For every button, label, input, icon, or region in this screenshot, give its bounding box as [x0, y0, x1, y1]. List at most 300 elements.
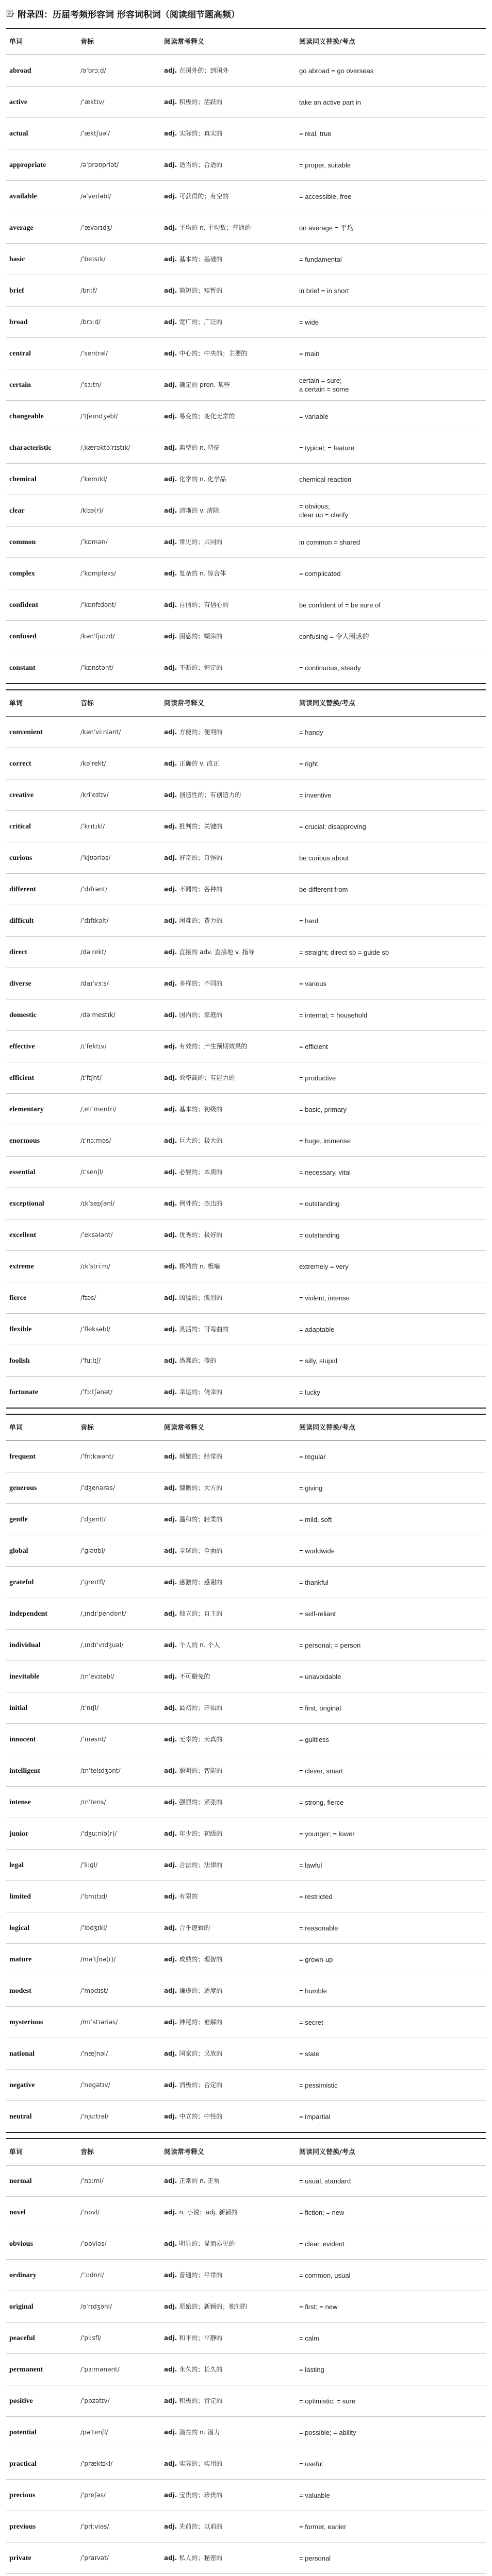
definition: [161, 1672, 296, 1681]
word: positive: [9, 2397, 33, 2405]
collocation: on average = 平均: [299, 224, 354, 232]
word: correct: [9, 759, 31, 768]
word: innocent: [9, 1735, 36, 1743]
word: previous: [9, 2522, 36, 2531]
table-row: [6, 495, 486, 527]
table-row: [6, 717, 486, 748]
phonetic: /ˈæktʃuəl/: [80, 129, 110, 137]
word: exceptional: [9, 1199, 44, 1208]
phonetic: /ˈsentrəl/: [80, 349, 108, 357]
meaning: 愚蠢的；傻的: [179, 1357, 217, 1364]
phonetic: /ˈdɪfɪkəlt/: [80, 917, 109, 924]
part-of-speech: adj.: [164, 1105, 177, 1113]
phonetic: /ˈnɔːml/: [80, 2177, 104, 2184]
meaning: 潜在的 n. 潜力: [179, 2428, 220, 2436]
definition: [161, 2240, 296, 2248]
header-definition: 阅读常考释义: [164, 699, 205, 707]
part-of-speech: adj.: [164, 1955, 177, 1963]
table-row: [6, 181, 486, 212]
document-pen-icon: [6, 9, 14, 18]
definition: [161, 192, 296, 201]
collocation: = basic, primary: [299, 1105, 347, 1113]
word: logical: [9, 1924, 29, 1932]
word: private: [9, 2554, 31, 2562]
word: normal: [9, 2177, 32, 2185]
definition: [161, 538, 296, 547]
phonetic: /ɪˈfɪʃnt/: [80, 1074, 102, 1081]
phonetic: /əˈveɪləbl/: [80, 192, 111, 200]
phonetic: /ˈɡreɪtfl/: [80, 1578, 105, 1586]
table-row: [6, 149, 486, 181]
word: clear: [9, 506, 25, 515]
word: intelligent: [9, 1767, 40, 1775]
meaning: 感激的；感谢的: [179, 1578, 223, 1586]
part-of-speech: adj.: [164, 1452, 177, 1460]
meaning: 独立的；自主的: [179, 1609, 223, 1617]
definition: [161, 2018, 296, 2027]
table-row: [6, 1219, 486, 1251]
meaning: 合法的；法律的: [179, 1861, 223, 1869]
table-row: [6, 527, 486, 558]
definition: [161, 475, 296, 484]
table-row: [6, 1504, 486, 1535]
word: flexible: [9, 1325, 32, 1333]
meaning: 易变的；变化无常的: [179, 412, 235, 420]
collocation: = state: [299, 2049, 320, 2058]
meaning: 频繁的；经常的: [179, 1452, 223, 1460]
table-row: [6, 2448, 486, 2480]
meaning: 凶猛的；激烈的: [179, 1294, 223, 1301]
collocation: certain = sure; a certain = some: [299, 377, 349, 393]
table-row: [6, 937, 486, 968]
meaning: 积极的；活跃的: [179, 98, 223, 106]
table-row: [6, 2165, 486, 2197]
meaning: 效率高的；有能力的: [179, 1074, 235, 1081]
part-of-speech: adj.: [164, 759, 177, 767]
header-collocation: 阅读同义替换/考点: [299, 2148, 355, 2156]
definition: [161, 601, 296, 609]
definition: [161, 2491, 296, 2500]
definition: [161, 1955, 296, 1964]
definition: [161, 98, 296, 107]
definition: [161, 1704, 296, 1713]
word: grateful: [9, 1578, 34, 1586]
table-row: [6, 244, 486, 275]
phonetic: /əˈrɪdʒənl/: [80, 2302, 112, 2310]
phonetic: /ˈkɒmpleks/: [80, 569, 117, 577]
collocation: = proper, suitable: [299, 161, 351, 169]
part-of-speech: adj.: [164, 2554, 177, 2562]
meaning: 方便的；便利的: [179, 728, 223, 736]
collocation: be different from: [299, 885, 348, 893]
phonetic: /ˈpɒzətɪv/: [80, 2397, 110, 2404]
word: available: [9, 192, 37, 200]
part-of-speech: adj.: [164, 98, 177, 106]
phonetic: /ˈkɒnstənt/: [80, 664, 114, 671]
collocation: = clever, smart: [299, 1767, 343, 1775]
part-of-speech: adj.: [164, 506, 177, 514]
definition: [161, 255, 296, 264]
collocation: = outstanding: [299, 1231, 340, 1239]
collocation: = secret: [299, 2018, 323, 2026]
meaning: 温和的；轻柔的: [179, 1515, 223, 1523]
phonetic: /ˌɪndɪˈpendənt/: [80, 1609, 126, 1617]
phonetic: /ˈdʒentl/: [80, 1515, 106, 1523]
header-definition: 阅读常考释义: [164, 1423, 205, 1432]
part-of-speech: adj.: [164, 224, 177, 231]
phonetic: /əˈbrɔːd/: [80, 66, 106, 74]
word: global: [9, 1547, 28, 1555]
table-row: [6, 779, 486, 811]
word: critical: [9, 822, 31, 831]
phonetic: /ɪnˈtelɪdʒənt/: [80, 1767, 121, 1774]
word: foolish: [9, 1357, 30, 1365]
definition: [161, 1294, 296, 1302]
part-of-speech: adj.: [164, 2177, 177, 2184]
word: different: [9, 885, 36, 893]
word: individual: [9, 1641, 41, 1649]
collocation: go abroad = go overseas: [299, 66, 374, 75]
table-header: [6, 690, 486, 717]
collocation: = lawful: [299, 1861, 322, 1869]
phonetic: /ˈɡləʊbl/: [80, 1547, 106, 1554]
collocation: = real, true: [299, 129, 332, 138]
collocation: = wide: [299, 318, 319, 326]
collocation: = obvious; clear up = clarify: [299, 502, 349, 519]
part-of-speech: adj.: [164, 381, 177, 388]
phonetic: /ɪˈfektɪv/: [80, 1042, 107, 1050]
meaning: 确定的 pron. 某些: [179, 381, 231, 388]
definition: [161, 2302, 296, 2311]
part-of-speech: adj.: [164, 1515, 177, 1523]
phonetic: /ɪˈsenʃl/: [80, 1168, 104, 1176]
definition: [161, 885, 296, 894]
part-of-speech: adj.: [164, 1262, 177, 1270]
table-row: [6, 1282, 486, 1314]
definition: [161, 2522, 296, 2531]
vocabulary-table: [6, 689, 486, 1409]
definition: [161, 2112, 296, 2121]
table-row: [6, 2417, 486, 2448]
meaning: 正常的 n. 正常: [179, 2177, 220, 2184]
collocation: = hard: [299, 917, 319, 925]
meaning: 不断的；恒定的: [179, 664, 223, 671]
meaning: 基本的；基础的: [179, 255, 223, 263]
word: permanent: [9, 2365, 43, 2374]
phonetic: /ˈævərɪdʒ/: [80, 224, 112, 231]
word: efficient: [9, 1074, 35, 1082]
part-of-speech: adj.: [164, 1199, 177, 1207]
word: certain: [9, 381, 31, 389]
phonetic: /pəˈtenʃl/: [80, 2428, 108, 2436]
meaning: 极端的 n. 极端: [179, 1262, 220, 1270]
collocation: = straight; direct sb = guide sb: [299, 948, 389, 956]
definition: [161, 1325, 296, 1334]
part-of-speech: adj.: [164, 1861, 177, 1869]
meaning: 有限的: [179, 1892, 198, 1900]
definition: [161, 1231, 296, 1240]
part-of-speech: adj.: [164, 538, 177, 546]
definition: [161, 1515, 296, 1524]
table-row: [6, 2197, 486, 2228]
collocation: = personal; = person: [299, 1641, 361, 1649]
definition: [161, 129, 296, 138]
part-of-speech: adj.: [164, 1231, 177, 1239]
word: confident: [9, 601, 38, 609]
phonetic: /kənˈfjuːzd/: [80, 632, 115, 640]
part-of-speech: adj.: [164, 2302, 177, 2310]
phonetic: /ˈæktɪv/: [80, 98, 105, 106]
meaning: 积极的；肯定的: [179, 2397, 223, 2404]
table-row: [6, 1567, 486, 1598]
phonetic: /kənˈviːniənt/: [80, 728, 121, 736]
collocation: = thankful: [299, 1578, 329, 1586]
part-of-speech: adj.: [164, 1137, 177, 1144]
table-row: [6, 2101, 486, 2132]
collocation: = clear, evident: [299, 2240, 345, 2248]
meaning: 国内的；家庭的: [179, 1011, 223, 1019]
table-row: [6, 1157, 486, 1188]
definition: [161, 854, 296, 862]
phonetic: /ˈsɜːtn/: [80, 381, 102, 388]
phonetic: /ɪkˈstriːm/: [80, 1262, 110, 1270]
table-row: [6, 1944, 486, 1975]
part-of-speech: adj.: [164, 2491, 177, 2499]
part-of-speech: adj.: [164, 1074, 177, 1081]
phonetic: /ˌelɪˈmentri/: [80, 1105, 117, 1113]
part-of-speech: adj.: [164, 1609, 177, 1617]
word: common: [9, 538, 36, 546]
meaning: 年少的；初级的: [179, 1829, 223, 1837]
phonetic: /ˌɪndɪˈvɪdʒuəl/: [80, 1641, 124, 1649]
word: limited: [9, 1892, 31, 1901]
part-of-speech: adj.: [164, 1357, 177, 1364]
meaning: 直接的 adv. 直接地 v. 指导: [179, 948, 255, 956]
table-row: [6, 2038, 486, 2070]
collocation: = internal; = household: [299, 1011, 368, 1019]
meaning: 巨大的；极大的: [179, 1137, 223, 1144]
definition: [161, 948, 296, 957]
word: excellent: [9, 1231, 37, 1239]
table-row: [6, 1661, 486, 1692]
table-row: [6, 401, 486, 432]
table-row: [6, 338, 486, 369]
part-of-speech: adj.: [164, 2112, 177, 2120]
meaning: 复杂的 n. 综合体: [179, 569, 226, 577]
definition: [161, 632, 296, 641]
part-of-speech: adj.: [164, 728, 177, 736]
meaning: 适当的；合适的: [179, 161, 223, 168]
part-of-speech: adj.: [164, 1294, 177, 1301]
definition: [161, 1735, 296, 1744]
meaning: n. 小说；adj. 新颖的: [179, 2208, 238, 2216]
table-row: [6, 2354, 486, 2385]
word: active: [9, 98, 27, 106]
word: generous: [9, 1484, 37, 1492]
meaning: 无辜的；天真的: [179, 1735, 223, 1743]
collocation: in brief = in short: [299, 286, 349, 295]
part-of-speech: adj.: [164, 854, 177, 861]
collocation: = first; = new: [299, 2302, 338, 2311]
table-row: [6, 558, 486, 589]
part-of-speech: adj.: [164, 2428, 177, 2436]
definition: [161, 728, 296, 737]
definition: [161, 1892, 296, 1901]
definition: [161, 381, 296, 389]
word: chemical: [9, 475, 37, 483]
definition: [161, 2334, 296, 2343]
table-row: [6, 1188, 486, 1219]
definition: [161, 2460, 296, 2468]
phonetic: /ˈɪnəsnt/: [80, 1735, 106, 1743]
definition: [161, 569, 296, 578]
collocation: take an active part in: [299, 98, 361, 106]
definition: [161, 1105, 296, 1114]
collocation: = adaptable: [299, 1325, 335, 1333]
word: mature: [9, 1955, 32, 1963]
definition: [161, 1042, 296, 1051]
word: convenient: [9, 728, 43, 736]
table-row: [6, 2007, 486, 2038]
phonetic: /ˈdɪfrənt/: [80, 885, 108, 893]
table-row: [6, 2511, 486, 2543]
collocation: = guiltless: [299, 1735, 330, 1743]
collocation: = mild, soft: [299, 1515, 332, 1523]
word: complex: [9, 569, 35, 578]
meaning: 原始的；新颖的；独创的: [179, 2302, 248, 2310]
part-of-speech: adj.: [164, 255, 177, 263]
definition: [161, 1484, 296, 1493]
table-row: [6, 1818, 486, 1850]
collocation: = former, earlier: [299, 2522, 347, 2531]
part-of-speech: adj.: [164, 318, 177, 326]
phonetic: /kriˈeɪtɪv/: [80, 791, 109, 799]
part-of-speech: adj.: [164, 569, 177, 577]
table-header: [6, 29, 486, 55]
definition: [161, 349, 296, 358]
phonetic: /ˈkrɪtɪkl/: [80, 822, 105, 830]
table-row: [6, 369, 486, 401]
document-title: [6, 4, 486, 23]
table-row: [6, 87, 486, 118]
phonetic: /ɪnˈtens/: [80, 1798, 106, 1806]
meaning: 聪明的；智能的: [179, 1767, 223, 1774]
part-of-speech: adj.: [164, 1388, 177, 1396]
definition: [161, 66, 296, 75]
table-row: [6, 2574, 486, 2576]
phonetic: /ɪˈnɪʃl/: [80, 1704, 99, 1711]
word: original: [9, 2302, 34, 2311]
phonetic: /kəˈrekt/: [80, 759, 106, 767]
word: effective: [9, 1042, 35, 1050]
word: difficult: [9, 917, 34, 925]
meaning: 神秘的；难解的: [179, 2018, 223, 2026]
word: peaceful: [9, 2334, 35, 2342]
collocation: = useful: [299, 2460, 323, 2468]
part-of-speech: adj.: [164, 1578, 177, 1586]
word: novel: [9, 2208, 26, 2216]
header-ipa: 音标: [80, 1423, 94, 1432]
table-row: [6, 2070, 486, 2101]
definition: [161, 444, 296, 452]
table-row: [6, 811, 486, 842]
part-of-speech: adj.: [164, 1924, 177, 1931]
word: actual: [9, 129, 28, 138]
part-of-speech: adj.: [164, 1704, 177, 1711]
table-row: [6, 874, 486, 905]
part-of-speech: adj.: [164, 1011, 177, 1019]
phonetic: /klɪə(r)/: [80, 506, 104, 514]
part-of-speech: adj.: [164, 885, 177, 893]
table-row: [6, 1630, 486, 1661]
definition: [161, 2177, 296, 2185]
header-word: 单词: [9, 38, 23, 46]
definition: [161, 506, 296, 515]
collocation: in common = shared: [299, 538, 360, 546]
meaning: 幸运的；侥幸的: [179, 1388, 223, 1396]
header-ipa: 音标: [80, 699, 94, 707]
phonetic: /ɪˈnɔːməs/: [80, 1137, 111, 1144]
definition: [161, 2271, 296, 2280]
title-text: 附录四：历届考频形容词 形容词积词（阅读细节题高频）: [18, 9, 240, 20]
collocation: = unavoidable: [299, 1672, 341, 1681]
meaning: 强烈的；紧张的: [179, 1798, 223, 1806]
collocation: = strong, fierce: [299, 1798, 344, 1806]
phonetic: /ˈpiːsfl/: [80, 2334, 102, 2342]
part-of-speech: adj.: [164, 2240, 177, 2247]
definition: [161, 791, 296, 800]
meaning: 明显的；显而易见的: [179, 2240, 235, 2247]
collocation: = efficient: [299, 1042, 328, 1050]
collocation: = various: [299, 979, 327, 988]
meaning: 成熟的；理智的: [179, 1955, 223, 1963]
phonetic: /ˈdʒenərəs/: [80, 1484, 115, 1492]
phonetic: /ˈpraɪvət/: [80, 2554, 109, 2562]
table-row: [6, 1975, 486, 2007]
table-row: [6, 1031, 486, 1062]
header-word: 单词: [9, 1423, 23, 1432]
phonetic: /fɪəs/: [80, 1294, 96, 1301]
meaning: 批判的；关键的: [179, 822, 223, 830]
phonetic: /ˈeksələnt/: [80, 1231, 113, 1239]
word: domestic: [9, 1011, 37, 1019]
definition: [161, 2049, 296, 2058]
word: intense: [9, 1798, 31, 1806]
table-row: [6, 1314, 486, 1345]
phonetic: /ˈdʒuːniə(r)/: [80, 1829, 117, 1837]
collocation: = outstanding: [299, 1199, 340, 1208]
vocabulary-table: [6, 28, 486, 684]
definition: [161, 1547, 296, 1555]
part-of-speech: adj.: [164, 412, 177, 420]
word: changeable: [9, 412, 44, 420]
table-row: [6, 2228, 486, 2260]
definition: [161, 318, 296, 327]
collocation: = silly, stupid: [299, 1357, 337, 1365]
word: enormous: [9, 1137, 40, 1145]
collocation: chemical reaction: [299, 475, 352, 483]
table-row: [6, 1094, 486, 1125]
meaning: 永久的；长久的: [179, 2365, 223, 2373]
word: essential: [9, 1168, 36, 1176]
word: extreme: [9, 1262, 34, 1270]
phonetic: /ˈbeɪsɪk/: [80, 255, 106, 263]
phonetic: /ˈpriːviəs/: [80, 2522, 109, 2530]
definition: [161, 224, 296, 232]
part-of-speech: adj.: [164, 2208, 177, 2216]
word: constant: [9, 664, 36, 672]
phonetic: /mɪˈstɪəriəs/: [80, 2018, 118, 2026]
